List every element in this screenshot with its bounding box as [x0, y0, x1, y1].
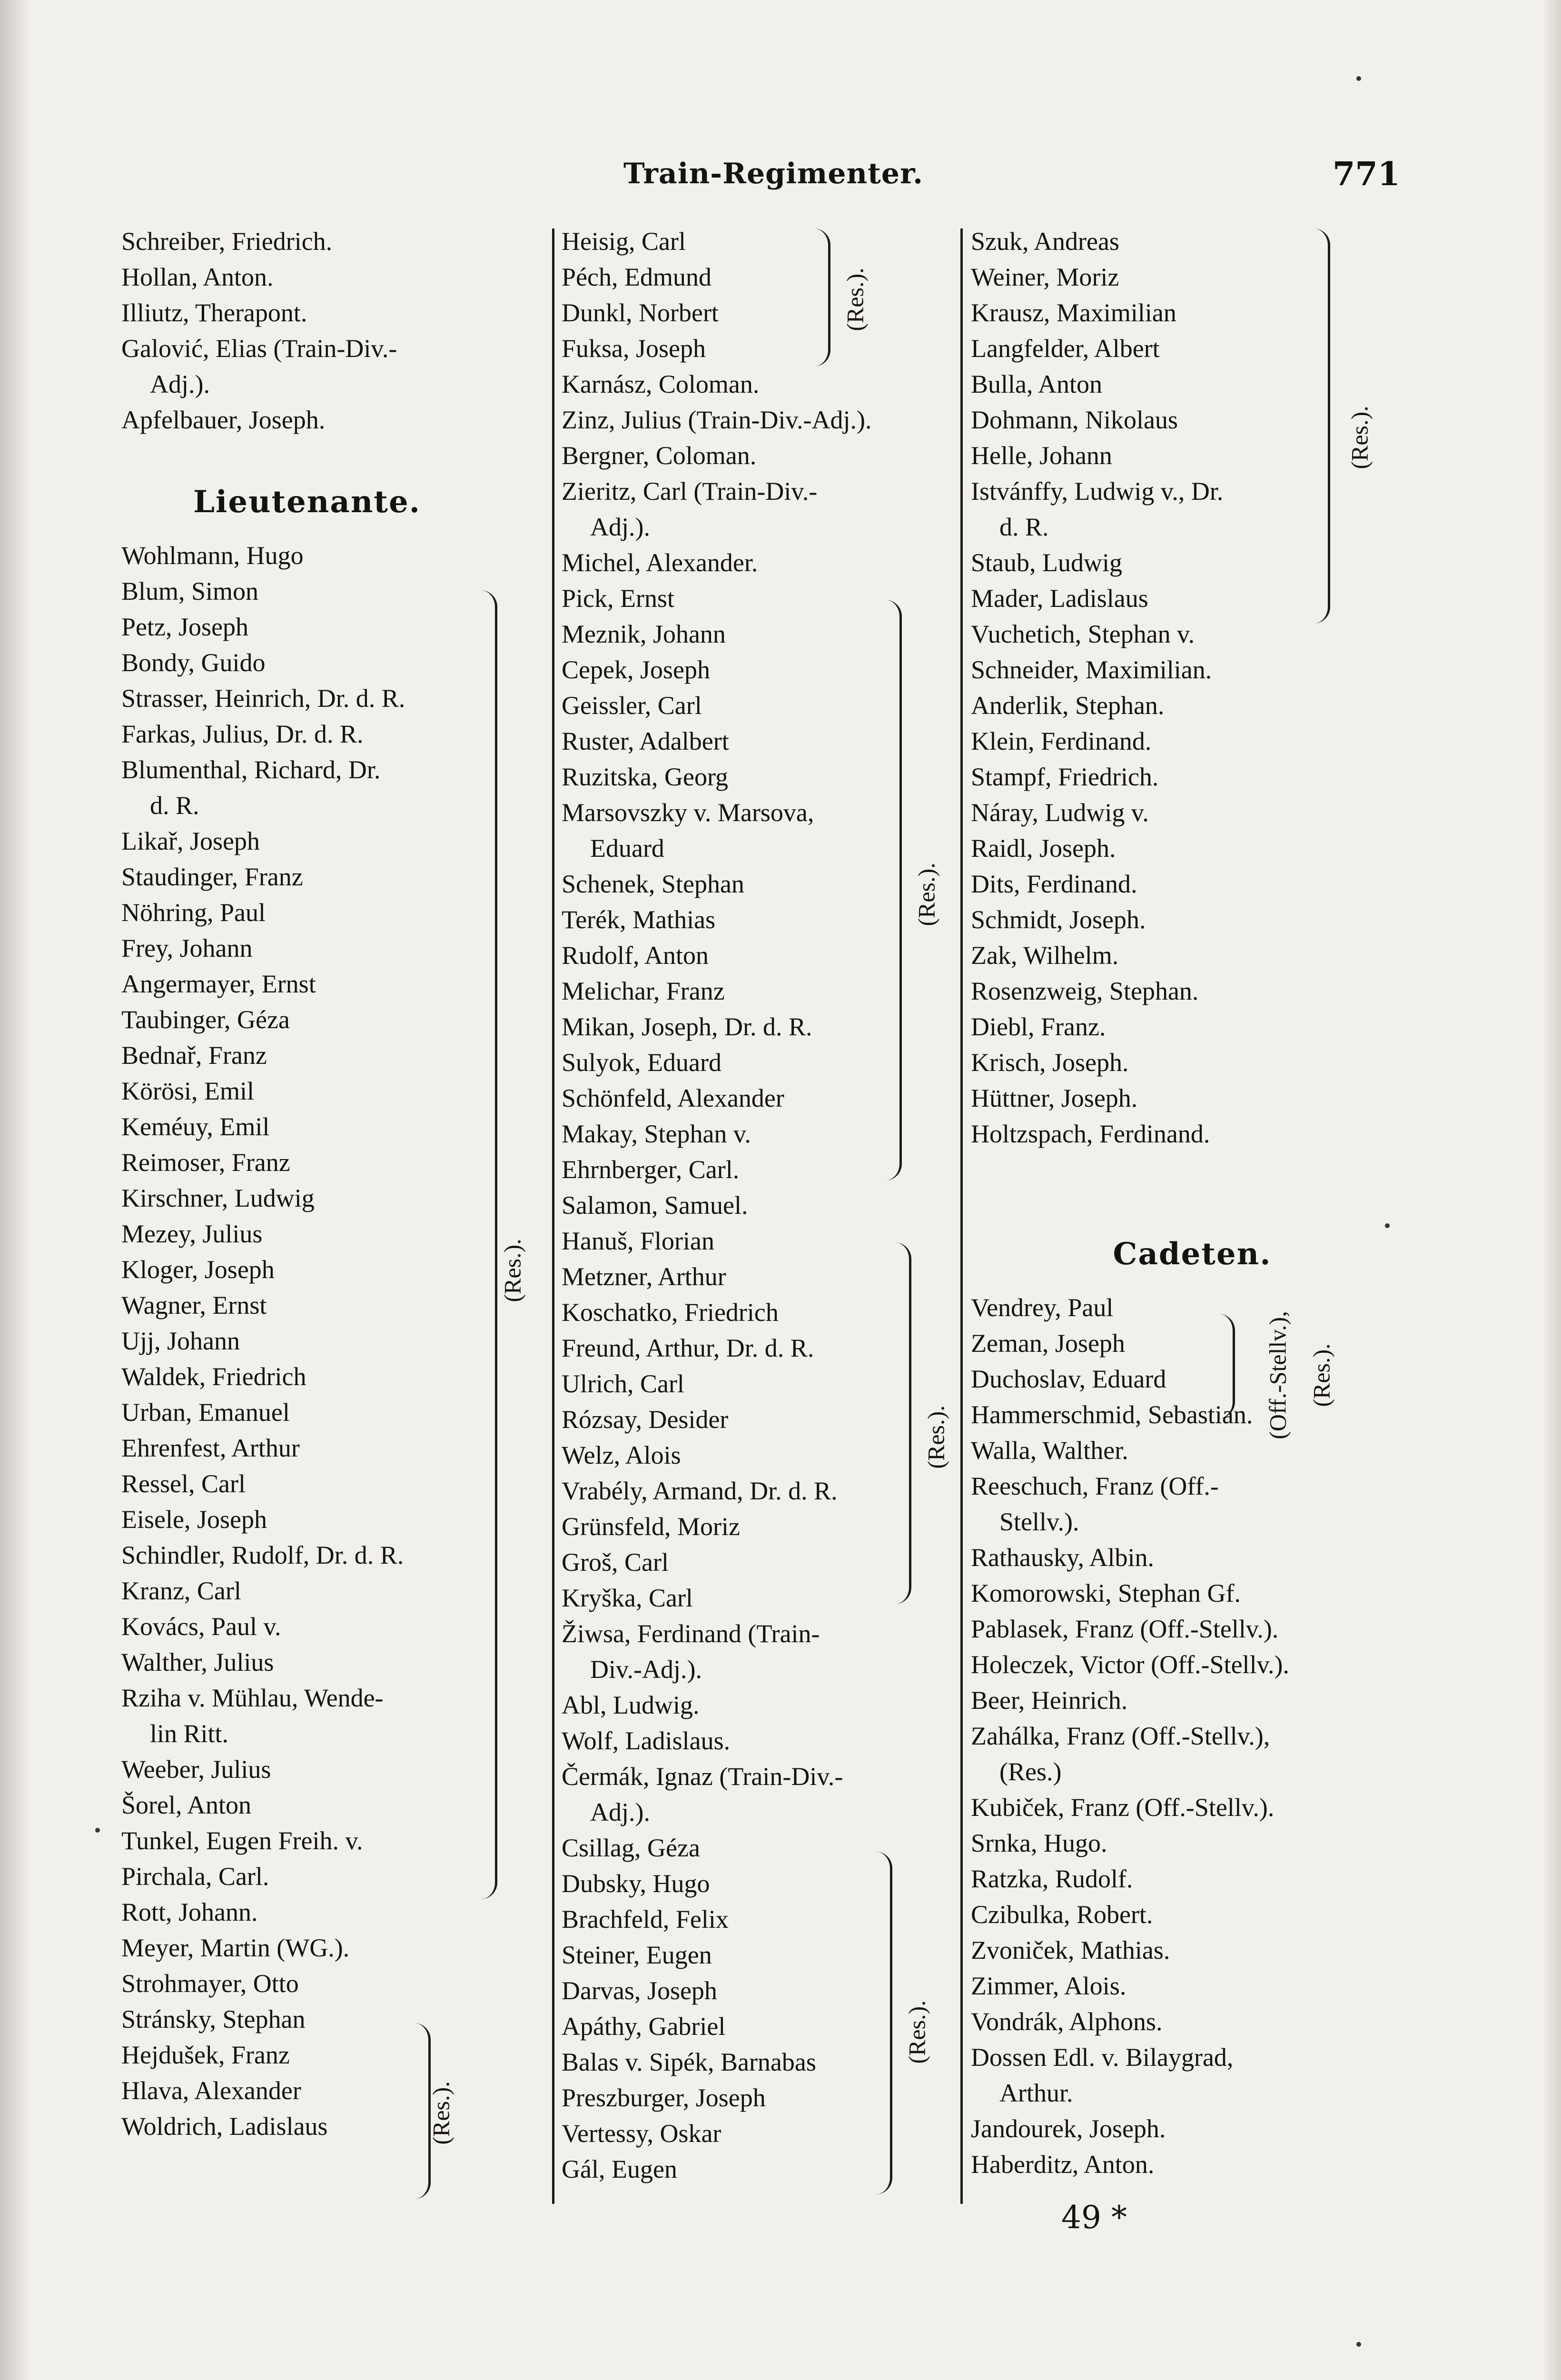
list-item: Marsovszky v. Marsova, [562, 798, 814, 827]
brace-label: (Res.). [922, 1405, 949, 1469]
list-item: Strohmayer, Otto [121, 1969, 299, 1998]
list-item: Schenek, Stephan [562, 870, 744, 898]
list-item: Komorowski, Stephan Gf. [971, 1579, 1241, 1607]
list-item: Zinz, Julius (Train-Div.-Adj.). [562, 406, 872, 434]
list-item: Div.-Adj.). [590, 1655, 702, 1684]
list-item: Zahálka, Franz (Off.-Stellv.), [971, 1722, 1270, 1750]
list-item: Jandourek, Joseph. [971, 2114, 1166, 2143]
list-item: Adj.). [150, 370, 210, 398]
list-item: Raidl, Joseph. [971, 834, 1116, 863]
list-item: Tunkel, Eugen Freih. v. [121, 1826, 363, 1855]
list-item: Walther, Julius [121, 1648, 274, 1676]
list-item: Blumenthal, Richard, Dr. [121, 755, 381, 784]
list-item: Bondy, Guido [121, 648, 266, 677]
list-item: Fuksa, Joseph [562, 334, 706, 363]
list-item: Zak, Wilhelm. [971, 941, 1119, 970]
list-item: Holeczek, Victor (Off.-Stellv.). [971, 1650, 1290, 1679]
brace-label: (Res.). [1346, 406, 1373, 469]
speck [1385, 1223, 1390, 1228]
list-item: Mikan, Joseph, Dr. d. R. [562, 1012, 812, 1041]
list-item: Stellv.). [999, 1507, 1079, 1536]
list-item: Mader, Ladislaus [971, 584, 1148, 613]
list-item: Rziha v. Mühlau, Wende- [121, 1684, 384, 1712]
list-item: Zeman, Joseph [971, 1329, 1125, 1358]
list-item: Woldrich, Ladislaus [121, 2112, 328, 2141]
list-item: Weeber, Julius [121, 1755, 271, 1784]
list-item: Reeschuch, Franz (Off.- [971, 1472, 1219, 1500]
list-item: Dubsky, Hugo [562, 1869, 710, 1898]
list-item: Taubinger, Géza [121, 1005, 290, 1034]
list-item: Blum, Simon [121, 577, 259, 605]
list-item: Ratzka, Rudolf. [971, 1864, 1133, 1893]
list-item: Frey, Johann [121, 934, 253, 962]
list-item: Staudinger, Franz [121, 863, 303, 891]
column-1 [121, 224, 493, 2144]
list-item: Klein, Ferdinand. [971, 727, 1152, 755]
list-item: Diebl, Franz. [971, 1012, 1106, 1041]
list-item: Ulrich, Carl [562, 1369, 684, 1398]
brace-col2-b [885, 600, 902, 1180]
running-head: Train-Regimenter. [623, 157, 924, 190]
list-item: Staub, Ludwig [971, 548, 1122, 577]
list-item: Metzner, Arthur [562, 1262, 726, 1291]
col3-cadet-list [971, 1290, 1413, 2182]
column-3 [971, 224, 1413, 2182]
list-item: Darvas, Joseph [562, 1976, 717, 2005]
list-item: Dits, Ferdinand. [971, 870, 1137, 898]
list-item: Čermák, Ignaz (Train-Div.- [562, 1762, 843, 1791]
list-item: Beer, Heinrich. [971, 1686, 1128, 1715]
section-heading-cadeten: Cadeten. [1113, 1236, 1272, 1272]
list-item: Preszburger, Joseph [562, 2083, 766, 2112]
list-item: Schindler, Rudolf, Dr. d. R. [121, 1541, 404, 1569]
brace-label: (Res.). [913, 863, 940, 926]
list-item: Urban, Emanuel [121, 1398, 290, 1427]
list-item: Istvánffy, Ludwig v., Dr. [971, 477, 1224, 506]
list-item: Nöhring, Paul [121, 898, 266, 927]
list-item: Reimoser, Franz [121, 1148, 290, 1177]
list-item: Zieritz, Carl (Train-Div.- [562, 477, 818, 506]
list-item: Körösi, Emil [121, 1077, 254, 1105]
list-item: Adj.). [590, 1798, 650, 1826]
col2-list [562, 224, 985, 2187]
list-item: Ruster, Adalbert [562, 727, 729, 755]
list-item: Meyer, Martin (WG.). [121, 1934, 350, 1962]
list-item: Ehrnberger, Carl. [562, 1155, 740, 1184]
list-item: Karnász, Coloman. [562, 370, 760, 398]
list-item: Stampf, Friedrich. [971, 763, 1159, 791]
list-item: Schönfeld, Alexander [562, 1084, 784, 1112]
list-item: Schmidt, Joseph. [971, 905, 1146, 934]
list-item: Rathausky, Albin. [971, 1543, 1154, 1572]
list-item: Rudolf, Anton [562, 941, 709, 970]
list-item: Hammerschmid, Sebastian. [971, 1400, 1253, 1429]
list-item: Eduard [590, 834, 664, 863]
speck [1356, 2342, 1361, 2347]
brace-col1-a [481, 590, 497, 1899]
list-item: Bulla, Anton [971, 370, 1103, 398]
list-item: Angermayer, Ernst [121, 970, 316, 998]
brace-col2-a [814, 228, 830, 367]
list-item: Šorel, Anton [121, 1791, 252, 1819]
brace-label: (Res.). [427, 2081, 454, 2145]
col3-list [971, 224, 1413, 1152]
list-item: Anderlik, Stephan. [971, 691, 1165, 720]
list-item: Brachfeld, Felix [562, 1905, 729, 1934]
speck [1356, 76, 1361, 81]
list-item: Dossen Edl. v. Bilaygrad, [971, 2043, 1234, 2072]
list-item: Steiner, Eugen [562, 1941, 712, 1969]
page-header [0, 157, 1561, 205]
list-item: Zimmer, Alois. [971, 1972, 1126, 2000]
list-item: Meznik, Johann [562, 620, 726, 648]
list-item: Pablasek, Franz (Off.-Stellv.). [971, 1615, 1279, 1643]
list-item: Kloger, Joseph [121, 1255, 275, 1284]
list-item: Wagner, Ernst [121, 1291, 267, 1319]
list-item: Zvoniček, Mathias. [971, 1936, 1170, 1964]
list-item: Petz, Joseph [121, 613, 248, 641]
list-item: Krausz, Maximilian [971, 298, 1176, 327]
list-item: Langfelder, Albert [971, 334, 1160, 363]
list-item: Likař, Joseph [121, 827, 260, 855]
list-item: d. R. [999, 513, 1049, 541]
list-item: Rosenzweig, Stephan. [971, 977, 1199, 1005]
list-item: Balas v. Sipék, Barnabas [562, 2048, 816, 2076]
list-item: Žiwsa, Ferdinand (Train- [562, 1619, 820, 1648]
page-number: 771 [1333, 155, 1400, 193]
list-item: d. R. [150, 791, 199, 820]
page-shadow-right [1542, 0, 1561, 2380]
brace-col2-c [895, 1242, 911, 1604]
list-item: Hollan, Anton. [121, 263, 274, 291]
brace-label: (Res.). [1308, 1343, 1335, 1407]
list-item: Krisch, Joseph. [971, 1048, 1129, 1077]
brace-label: (Off.-Stellv.), [1264, 1311, 1291, 1439]
list-item: lin Ritt. [150, 1719, 229, 1748]
list-item: Groš, Carl [562, 1548, 669, 1577]
list-item: Dohmann, Nikolaus [971, 406, 1178, 434]
list-item: Hejdušek, Franz [121, 2041, 290, 2069]
list-item: Bednař, Franz [121, 1041, 267, 1070]
list-item: Apfelbauer, Joseph. [121, 406, 326, 434]
list-item: Salamon, Samuel. [562, 1191, 748, 1220]
column-rule-1 [552, 228, 554, 2204]
list-item: Pick, Ernst [562, 584, 674, 613]
list-item: Pirchala, Carl. [121, 1862, 269, 1891]
list-item: Schreiber, Friedrich. [121, 227, 333, 256]
list-item: Kubiček, Franz (Off.-Stellv.). [971, 1793, 1274, 1822]
signature-mark: 49 * [1061, 2199, 1127, 2236]
list-item: Vendrey, Paul [971, 1293, 1114, 1322]
list-item: Srnka, Hugo. [971, 1829, 1107, 1857]
list-item: Walla, Walther. [971, 1436, 1128, 1465]
list-item: Abl, Ludwig. [562, 1691, 700, 1719]
list-item: Melichar, Franz [562, 977, 725, 1005]
section-heading-lieutenante: Lieutenante. [193, 484, 421, 520]
list-item: Hanuš, Florian [562, 1227, 714, 1255]
list-item: Mezey, Julius [121, 1220, 263, 1248]
list-item: Kovács, Paul v. [121, 1612, 281, 1641]
list-item: Csillag, Géza [562, 1834, 700, 1862]
list-item: Terék, Mathias [562, 905, 716, 934]
list-item: Rott, Johann. [121, 1898, 258, 1926]
brace-col3-b [1218, 1314, 1235, 1418]
brace-col2-d [876, 1852, 892, 2194]
list-item: Ruzitska, Georg [562, 763, 728, 791]
list-item: Illiutz, Therapont. [121, 298, 307, 327]
list-item: Waldek, Friedrich [121, 1362, 306, 1391]
list-item: Bergner, Coloman. [562, 441, 757, 470]
brace-label: (Res.). [499, 1239, 526, 1302]
list-item: Welz, Alois [562, 1441, 681, 1469]
list-item: Czibulka, Robert. [971, 1900, 1153, 1929]
column-2 [562, 224, 985, 2187]
list-item: Freund, Arthur, Dr. d. R. [562, 1334, 814, 1362]
list-item: Ressel, Carl [121, 1469, 246, 1498]
list-item: Helle, Johann [971, 441, 1112, 470]
list-item: Michel, Alexander. [562, 548, 758, 577]
list-item: Weiner, Moriz [971, 263, 1119, 291]
col1-top-list [121, 224, 493, 438]
list-item: Arthur. [999, 2079, 1073, 2107]
brace-label: (Res.). [841, 268, 869, 331]
list-item: Farkas, Julius, Dr. d. R. [121, 720, 364, 748]
page-shadow-left [0, 0, 29, 2380]
list-item: Szuk, Andreas [971, 227, 1119, 256]
list-item: (Res.) [999, 1757, 1062, 1786]
list-item: Geissler, Carl [562, 691, 702, 720]
list-item: Schneider, Maximilian. [971, 655, 1212, 684]
speck [95, 1828, 100, 1833]
list-item: Péch, Edmund [562, 263, 711, 291]
brace-col3-a [1314, 228, 1330, 624]
list-item: Adj.). [590, 513, 650, 541]
list-item: Dunkl, Norbert [562, 298, 719, 327]
list-item: Hüttner, Joseph. [971, 1084, 1138, 1112]
list-item: Kranz, Carl [121, 1577, 241, 1605]
list-item: Vondrák, Alphons. [971, 2007, 1163, 2036]
list-item: Ehrenfest, Arthur [121, 1434, 300, 1462]
list-item: Galović, Elias (Train-Div.- [121, 334, 397, 363]
list-item: Stránsky, Stephan [121, 2005, 306, 2033]
col1-lieutenant-list [121, 538, 493, 2144]
list-item: Vrabély, Armand, Dr. d. R. [562, 1477, 838, 1505]
list-item: Sulyok, Eduard [562, 1048, 721, 1077]
list-item: Ujj, Johann [121, 1327, 240, 1355]
list-item: Grünsfeld, Moriz [562, 1512, 740, 1541]
list-item: Kryška, Carl [562, 1584, 693, 1612]
list-item: Cepek, Joseph [562, 655, 710, 684]
list-item: Duchoslav, Eduard [971, 1365, 1166, 1393]
list-item: Wolf, Ladislaus. [562, 1726, 731, 1755]
list-item: Vuchetich, Stephan v. [971, 620, 1195, 648]
list-item: Vertessy, Oskar [562, 2119, 721, 2148]
list-item: Náray, Ludwig v. [971, 798, 1149, 827]
list-item: Eisele, Joseph [121, 1505, 267, 1534]
list-item: Makay, Stephan v. [562, 1120, 751, 1148]
list-item: Haberditz, Anton. [971, 2150, 1155, 2179]
list-item: Kirschner, Ludwig [121, 1184, 315, 1212]
list-item: Gál, Eugen [562, 2155, 677, 2183]
list-item: Koschatko, Friedrich [562, 1298, 779, 1327]
list-item: Holtzspach, Ferdinand. [971, 1120, 1210, 1148]
list-item: Rózsay, Desider [562, 1405, 729, 1434]
list-item: Strasser, Heinrich, Dr. d. R. [121, 684, 405, 713]
list-item: Apáthy, Gabriel [562, 2012, 726, 2041]
list-item: Heisig, Carl [562, 227, 686, 256]
list-item: Wohlmann, Hugo [121, 541, 304, 570]
list-item: Keméuy, Emil [121, 1112, 270, 1141]
brace-label: (Res.). [903, 2000, 930, 2064]
list-item: Hlava, Alexander [121, 2076, 301, 2105]
